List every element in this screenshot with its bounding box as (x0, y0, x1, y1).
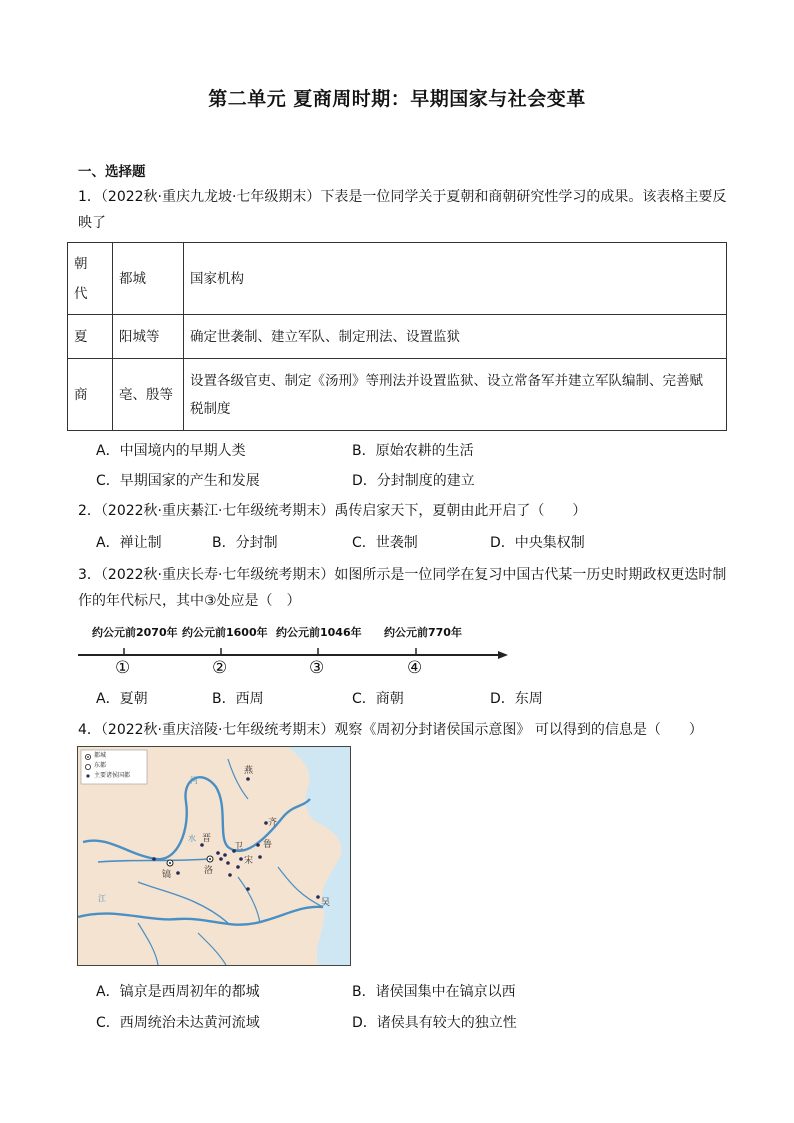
vassal-capital-icon (86, 774, 89, 777)
vassal-dot (152, 857, 156, 861)
table-row (68, 315, 727, 359)
map-label: 卫 (234, 842, 244, 852)
option-b[interactable]: B．西周 (212, 691, 264, 707)
map-legend-labels (94, 751, 130, 781)
option-d[interactable]: D．分封制度的建立 (352, 473, 475, 489)
table-cell: 都城 (113, 243, 184, 315)
yangtze-river (78, 907, 323, 925)
vassal-dot (246, 887, 250, 891)
option-d[interactable]: D．诸侯具有较大的独立性 (352, 1015, 517, 1031)
vassal-dots (152, 777, 320, 899)
timeline-label: 约公元前1046年 (276, 626, 362, 639)
table-cell: 国家机构 (184, 243, 727, 315)
map-label: 宋 (244, 856, 254, 866)
legend-label: 主要诸侯国都 (94, 772, 131, 779)
timeline-label: 约公元前2070年 (92, 626, 178, 639)
option-b[interactable]: B．原始农耕的生活 (352, 443, 474, 459)
map-label: 燕 (244, 766, 254, 776)
table-row (68, 243, 727, 315)
haojing-marker (169, 862, 171, 864)
river-label: 河 (190, 776, 198, 785)
map-label: 齐 (268, 818, 278, 828)
river (278, 867, 323, 907)
vassal-dot (228, 873, 232, 877)
timeline (78, 620, 518, 680)
question-1-line1: 1．（2022秋·重庆九龙坡·七年级期末）下表是一位同学关于夏朝和商朝研究性学习的成果。该表格主要反 (78, 189, 727, 205)
option-b[interactable]: B．分封制 (212, 535, 278, 551)
vassal-dot (216, 851, 220, 855)
question-1-line2: 映了 (78, 215, 106, 231)
vassal-dot (256, 843, 260, 847)
option-c[interactable]: C．世袭制 (352, 535, 418, 551)
table-cell-line: 设置各级官吏、制定《汤刑》等刑法并设置监狱、设立常备军并建立军队编制、完善赋 (190, 372, 703, 389)
timeline-label: 约公元前1600年 (182, 626, 268, 639)
map-figure (77, 746, 351, 966)
timeline-mark: ① (115, 658, 131, 678)
vassal-dot (176, 871, 180, 875)
option-d[interactable]: D．东周 (490, 691, 543, 707)
table-cell: 商 (68, 359, 113, 431)
vassal-dot (219, 857, 223, 861)
option-a[interactable]: A．镐京是西周初年的都城 (96, 984, 260, 1000)
option-a[interactable]: A．夏朝 (96, 691, 148, 707)
option-c[interactable]: C．早期国家的产生和发展 (96, 473, 260, 489)
table-cell: 夏 (68, 315, 113, 359)
table-cell: 确定世袭制、建立军队、制定刑法、设置监狱 (184, 315, 727, 359)
table-cell-line: 税制度 (190, 400, 231, 417)
table-header-char: 朝 (74, 255, 88, 272)
question-3-line1: 3．（2022秋·重庆长寿·七年级统考期末）如图所示是一位同学在复习中国古代某一历史时期政权更迭时制 (78, 567, 727, 583)
luoyi-marker (209, 858, 211, 860)
option-c[interactable]: C．商朝 (352, 691, 404, 707)
vassal-dot (236, 865, 240, 869)
table-row (68, 359, 727, 431)
river-label: 江 (98, 894, 106, 903)
question-4: 4．（2022秋·重庆涪陵·七年级统考期末）观察《周初分封诸侯国示意图》 可以得到的信息是（ ） (78, 722, 703, 738)
question-3 (78, 562, 728, 614)
table-cell: 阳城等 (113, 315, 184, 359)
timeline-mark: ② (212, 658, 228, 678)
vassal-dot (246, 777, 250, 781)
question-1 (78, 184, 728, 236)
option-b[interactable]: B．诸侯国集中在镐京以西 (352, 984, 516, 1000)
legend-label: 都城 (94, 752, 107, 759)
huai-river (238, 877, 260, 923)
river (138, 923, 158, 965)
vassal-dot (226, 861, 230, 865)
legend-label: 东都 (94, 762, 107, 769)
river-label: 水 (188, 834, 196, 843)
table-cell: 亳、殷等 (113, 359, 184, 431)
map-label: 镐 (162, 870, 172, 880)
section-heading: 一、选择题 (78, 164, 146, 180)
option-c[interactable]: C．西周统治未达黄河流域 (96, 1015, 260, 1031)
map-label: 洛 (204, 866, 214, 876)
arrow-icon (498, 651, 508, 659)
option-a[interactable]: A．禅让制 (96, 535, 162, 551)
timeline-mark: ③ (309, 658, 325, 678)
timeline-label: 约公元前770年 (384, 626, 462, 639)
river (198, 933, 226, 965)
question-2: 2．（2022秋·重庆綦江·七年级统考期末）禹传启家天下，夏朝由此开启了（ ） (78, 503, 587, 519)
sea-area (288, 747, 350, 965)
vassal-dot (239, 857, 243, 861)
question-3-line2: 作的年代标尺，其中③处应是（ ） (78, 593, 301, 609)
timeline-mark: ④ (407, 658, 423, 678)
map-label: 吴 (321, 898, 331, 908)
vassal-dot (223, 853, 227, 857)
vassal-dot (258, 855, 262, 859)
option-d[interactable]: D．中央集权制 (490, 535, 585, 551)
han-river (138, 882, 228, 923)
vassal-dot (316, 895, 320, 899)
map-label: 晋 (202, 834, 212, 844)
capital-icon (87, 756, 89, 758)
table-header-char: 代 (74, 285, 88, 302)
map-label: 鲁 (263, 840, 273, 850)
dynasty-table (67, 242, 727, 431)
table-cell (68, 243, 113, 315)
page-title: 第二单元 夏商周时期：早期国家与社会变革 (208, 88, 586, 110)
table-cell (184, 359, 727, 431)
option-a[interactable]: A．中国境内的早期人类 (96, 443, 246, 459)
